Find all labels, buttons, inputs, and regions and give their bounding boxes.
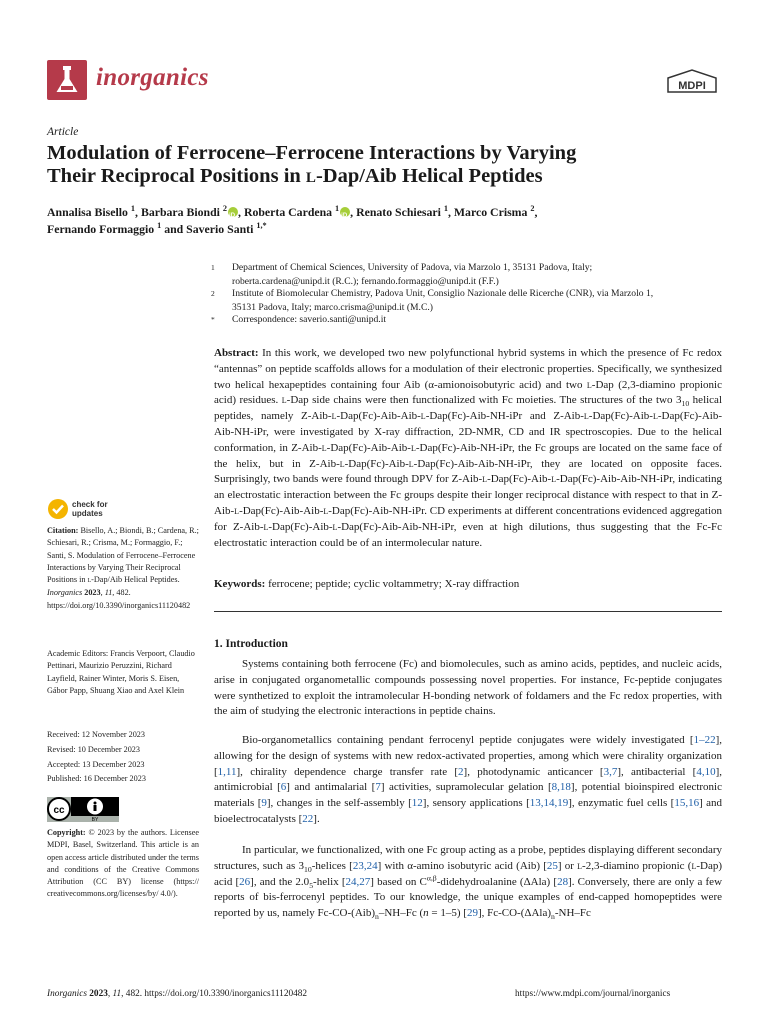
orcid-icon[interactable] xyxy=(228,207,238,217)
footer-journal-url[interactable]: https://www.mdpi.com/journal/inorganics xyxy=(515,989,671,999)
abstract: Abstract: In this work, we developed two new polyfunctional hybrid systems in which the presence of Fc redox “antennas” on peptide scaffolds allows for a modulation of their electronic properties. Specifically, we synthesized two helical hexapeptides containing four Aib (α-amionoisobutyric acid) and two L-Dap (2,3-diamino propionic acid) residues. L-Dap side chains were then functionalized with Fc moieties. The structures of the two $3_{10}$ helical peptides, namely Z-Aib-L-Dap(Fc)-Aib-Aib-L-Dap(Fc)-Aib-NH-iPr and Z-Aib-L-Dap(Fc)-Aib-L-Dap(Fc)-Aib-Aib-NH-iPr, were investigated by X-ray diffraction, 2D-NMR, CD and IR spectroscopies. Due to the helical conformation, in Z-Aib-L-Dap(Fc)-Aib-Aib-L-Dap(Fc)-Aib-NH-iPr, the Fc groups are located on the same face of the helix, but in Z-Aib-L-Dap(Fc)-Aib-L-Dap(Fc)-Aib-Aib-NH-iPr, they are located on opposite faces. Surprisingly, two bands were found through DPV for Z-Aib-L-Dap(Fc)-Aib-L-Dap(Fc)-Aib-Aib-NH-iPr, indicating an electrostatic interaction between the Fc groups despite their longer reciprocal distance with respect to that in Z-Aib-L-Dap(Fc)-Aib-Aib-L-Dap(Fc)-Aib-NH-iPr. CD experiments at different concentrations evidenced aggregation for Z-Aib-L-Dap(Fc)-Aib-L-Dap(Fc)-Aib-Aib-NH-iPr, even at high dilutions, thus suggesting that the Fc-Fc electrostatic interaction could be of an intermolecular nature. xyxy=(214,347,722,549)
cc-by-license-icon[interactable] xyxy=(47,797,119,822)
revised-date: Revised: 10 December 2023 xyxy=(47,745,140,754)
citation: Citation: Bisello, A.; Biondi, B.; Cardena, R.; Schiesari, R.; Crisma, M.; Formaggio, F.; Santi, S. Modulation of Ferrocene–Ferrocene Interactions by Varying Their Reciprocal Positions in L-Dap/Aib Helical Peptides. Inorganics 2023, 11, 482. https://doi.org/10.3390/inorganics11120482 xyxy=(47,526,199,610)
mdpi-logo-icon xyxy=(664,68,720,98)
accepted-date: Accepted: 13 December 2023 xyxy=(47,760,145,769)
journal-logo-icon xyxy=(47,60,87,100)
svg-text:BY: BY xyxy=(91,817,99,822)
svg-text:MDPI: MDPI xyxy=(678,80,706,92)
svg-text:cc: cc xyxy=(53,805,65,816)
article-type: Article xyxy=(47,126,79,138)
paragraph: Systems containing both ferrocene (Fc) and biomolecules, such as amino acids, peptides, and nucleic acids, arise in conjugated organometallic compounds possessing novel properties. For instance, Fc-peptide conjugates were synthetized to exploit the intramolecular H-bonding network of foldamers and the Fc redox properties, with the aim of studying the electronic interactions in peptide chains. xyxy=(214,658,722,718)
paragraph: Bio-organometallics containing pendant ferrocenyl peptide conjugates were widely investigated [1–22], allowing for the design of systems with new redox-activated properties, among which were chirality organization [1,11], chirality dependence charge transfer rate [2], photodynamic anticancer [3,7], antibacterial [4,10], antimicrobial [6] and antimalarial [7] activities, supramolecular gelation [8,18], potential bioinspired electronic materials [9], changes in the self-assembly [12], sensory applications [13,14,19], enzymatic fuel cells [15,16] and bioelectrocatalysts [22]. xyxy=(214,734,723,825)
author: Roberta Cardena xyxy=(243,205,333,219)
orcid-icon[interactable] xyxy=(340,207,350,217)
section-heading: 1. Introduction xyxy=(214,638,288,650)
author: Fernando Formaggio xyxy=(47,222,155,236)
journal-name: inorganics xyxy=(96,64,209,91)
academic-editors: Academic Editors: Francis Verpoort, Claudio Pettinari, Maurizio Peruzzini, Richard Layfield, Rainer Winter, Moris S. Eisen, Gábor Papp, Shuang Xiao and Axel Klein xyxy=(47,649,195,695)
author: Saverio Santi xyxy=(186,222,254,236)
check-for-updates-label[interactable]: check for updates xyxy=(72,500,108,518)
check-for-updates-icon[interactable] xyxy=(47,498,69,520)
published-date: Published: 16 December 2023 xyxy=(47,774,146,783)
author: Barbara Biondi xyxy=(140,205,220,219)
keywords: Keywords: ferrocene; peptide; cyclic voltammetry; X-ray diffraction xyxy=(214,578,520,590)
divider xyxy=(214,611,722,612)
author: Annalisa Bisello xyxy=(47,205,128,219)
paragraph: In particular, we functionalized, with one Fc group acting as a probe, peptides displaying different secondary structures, such as $3_{10}$-helices [23,24] with α-amino isobutyric acid (Aib) [25] or L-2,3-diamino propionic (L-Dap) acid [26], and the $2.0_5$-helix [24,27] based on $C^{\alpha,\beta}$-didehydroalanine (ΔAla) [28]. Conversely, there are only a few reports of bis-ferrocenyl peptides. To our knowledge, the unique examples of end-capped homopeptides were reported by us, namely $Fc-CO-(Aib)_n-NH-Fc$ (n = 1–5) [29], $Fc-CO-(\Delta Ala)_n-NH-Fc$ xyxy=(214,844,723,922)
footer-citation: Inorganics 2023, 11, 482. https://doi.org/10.3390/inorganics11120482 xyxy=(47,989,308,999)
copyright: Copyright: © 2023 by the authors. Licensee MDPI, Basel, Switzerland. This article is an open access article distributed under the terms and conditions of the Creative Commons Attribution (CC BY) license (https:// creativecommons.org/licenses/by/ 4.0/). xyxy=(47,828,199,899)
author-list: Annalisa Bisello $^1$, Barbara Biondi $^2$iD , Roberta Cardena $^1$iD , Renato Schiesari $^1$, Marco Crisma $^2$, Fernando Formaggio $^1$ and Saverio Santi $^{1,*}$ xyxy=(47,204,727,238)
author: Renato Schiesari xyxy=(356,205,441,219)
received-date: Received: 12 November 2023 xyxy=(47,730,145,739)
author: Marco Crisma xyxy=(453,205,528,219)
article-title: Modulation of Ferrocene–Ferrocene Interactions by Varying Their Reciprocal Positions in L-Dap/Aib Helical Peptides xyxy=(47,142,577,187)
